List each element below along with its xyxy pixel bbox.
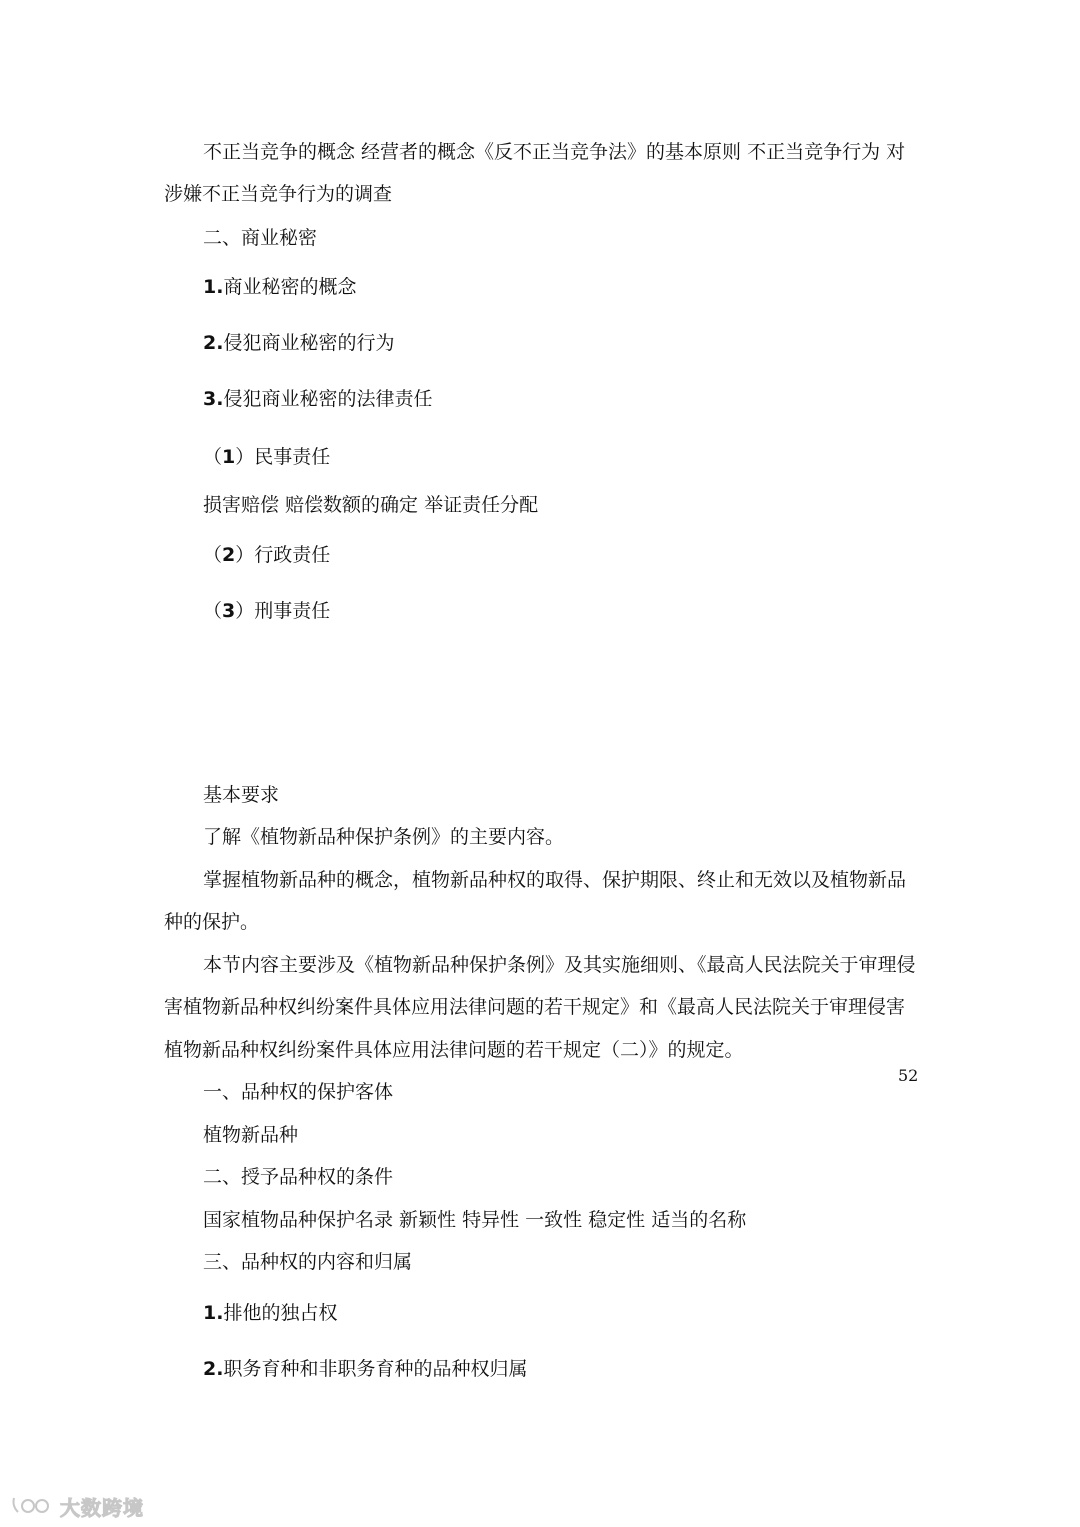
- watermark-text: 大数跨境: [60, 1495, 144, 1520]
- heading-grant-conditions: 二、授予品种权的条件: [203, 1166, 394, 1188]
- paragraph-line: 本节内容主要涉及《植物新品种保护条例》及其实施细则、《最高人民法院关于审理侵: [203, 954, 916, 976]
- list-item: [203, 275, 356, 299]
- paragraph-line: 植物新品种: [203, 1124, 299, 1146]
- list-text: 侵犯商业秘密的行为: [223, 332, 395, 354]
- list-text: 侵犯商业秘密的法律责任: [223, 388, 433, 410]
- paragraph-line: 不正当竞争的概念 经营者的概念《反不正当竞争法》的基本原则 不正当竞争行为 对: [203, 141, 906, 163]
- list-number: 2.: [203, 1358, 224, 1380]
- list-item: [203, 445, 330, 469]
- list-text: 商业秘密的概念: [223, 276, 357, 298]
- paren: （: [203, 600, 223, 622]
- paragraph-line: 了解《植物新品种保护条例》的主要内容。: [203, 826, 565, 848]
- list-item: [203, 599, 330, 623]
- list-number: 1.: [203, 1302, 224, 1324]
- heading-right-content: 三、品种权的内容和归属: [203, 1251, 413, 1273]
- list-text: 排他的独占权: [223, 1302, 338, 1324]
- paragraph-line: 基本要求: [203, 784, 280, 806]
- list-text: ）民事责任: [235, 446, 331, 468]
- paren: （: [203, 544, 223, 566]
- paren: （: [203, 446, 223, 468]
- paragraph-line: 国家植物品种保护名录 新颖性 特异性 一致性 稳定性 适当的名称: [203, 1209, 747, 1231]
- list-number: 1: [222, 446, 236, 468]
- list-item: [203, 331, 394, 355]
- list-number: 3.: [203, 388, 224, 410]
- list-item: [203, 1357, 527, 1381]
- page-number: 52: [898, 1066, 919, 1085]
- heading-trade-secret: 二、商业秘密: [203, 227, 318, 249]
- list-item: [203, 543, 330, 567]
- heading-protected-object: 一、品种权的保护客体: [203, 1081, 394, 1103]
- watermark: [10, 1491, 144, 1521]
- paragraph-line: 害植物新品种权纠纷案件具体应用法律问题的若干规定》和《最高人民法院关于审理侵害: [164, 996, 906, 1018]
- list-text: 职务育种和非职务育种的品种权归属: [223, 1358, 528, 1380]
- list-number: 2: [222, 544, 236, 566]
- paragraph-line: 损害赔偿 赔偿数额的确定 举证责任分配: [203, 494, 539, 516]
- paragraph-line: 植物新品种权纠纷案件具体应用法律问题的若干规定（二）》的规定。: [164, 1039, 744, 1061]
- list-number: 2.: [203, 332, 224, 354]
- list-text: ）刑事责任: [235, 600, 331, 622]
- paragraph-line: 涉嫌不正当竞争行为的调查: [164, 183, 393, 205]
- list-number: 1.: [203, 276, 224, 298]
- list-item: [203, 387, 432, 411]
- logo-icon: [10, 1494, 54, 1518]
- list-text: ）行政责任: [235, 544, 331, 566]
- paragraph-line: 种的保护。: [164, 911, 260, 933]
- list-number: 3: [222, 600, 236, 622]
- paragraph-line: 掌握植物新品种的概念，植物新品种权的取得、保护期限、终止和无效以及植物新品: [203, 869, 907, 891]
- list-item: [203, 1301, 337, 1325]
